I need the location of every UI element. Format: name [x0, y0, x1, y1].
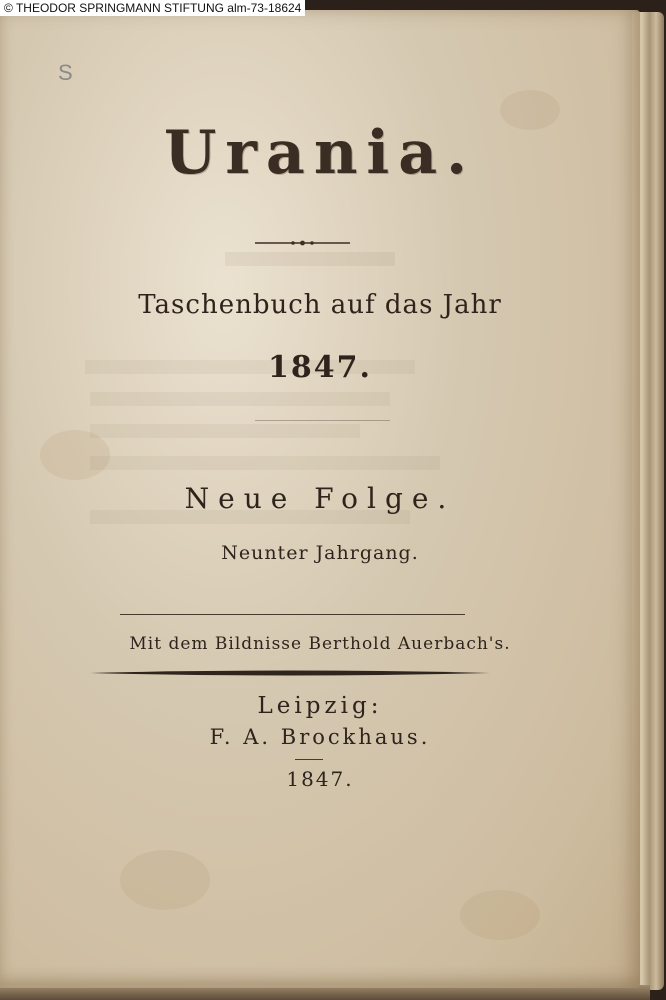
volume-label: Neunter Jahrgang. — [221, 542, 419, 564]
imprint-publisher: F. A. Brockhaus. — [209, 725, 431, 749]
title-page — [0, 10, 640, 988]
portrait-note: Mit dem Bildnisse Berthold Auerbach's. — [129, 634, 511, 654]
book-subtitle: Taschenbuch auf das Jahr — [138, 290, 502, 320]
imprint-year: 1847. — [286, 767, 354, 791]
short-rule — [295, 759, 323, 760]
paper-stain — [460, 890, 540, 940]
bleed-through-line — [90, 424, 360, 438]
series-title: Neue Folge. — [184, 482, 456, 515]
copyright-watermark: © THEODOR SPRINGMANN STIFTUNG alm-73-18624 — [0, 0, 305, 16]
book-year: 1847. — [268, 350, 372, 385]
rule-above-portrait-note — [120, 614, 465, 615]
paper-stain — [120, 850, 210, 910]
ornament-divider — [255, 238, 350, 248]
corner-mark: S — [58, 60, 73, 85]
tapered-rule — [90, 667, 490, 679]
imprint-city: Leipzig: — [257, 693, 383, 719]
book-title: Urania. — [164, 118, 476, 188]
bleed-through-line — [90, 392, 390, 406]
bleed-through-heading — [225, 252, 395, 266]
faint-rule — [255, 420, 390, 421]
bleed-through-line — [90, 456, 440, 470]
